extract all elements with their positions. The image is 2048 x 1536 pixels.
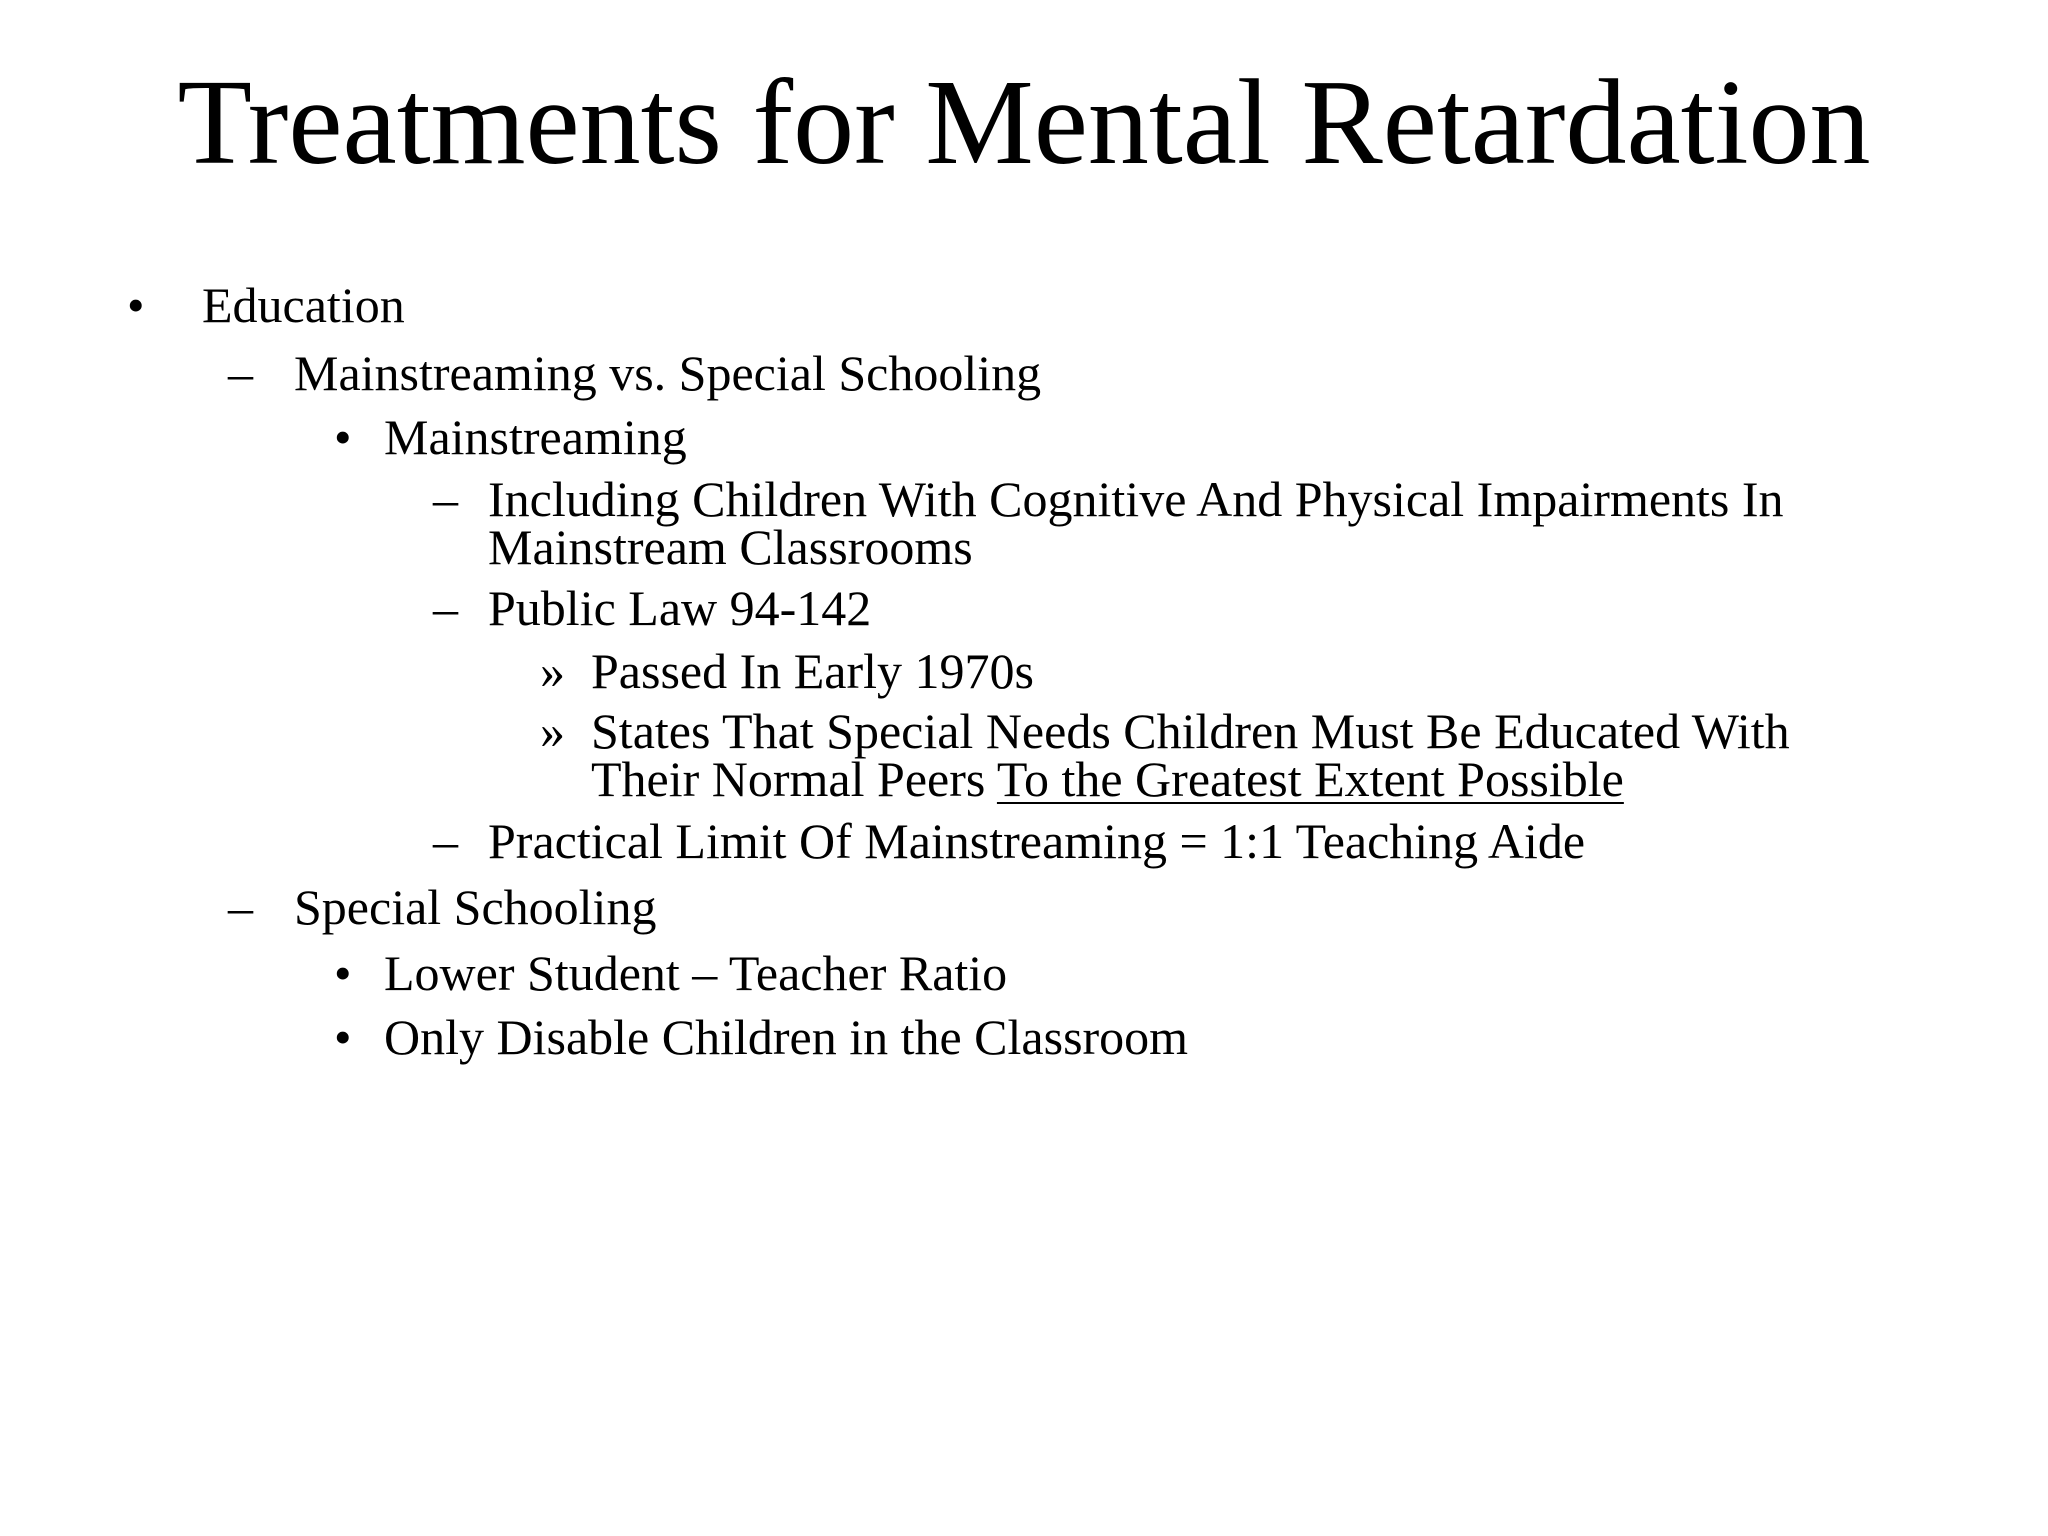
bullet-including-children [433, 471, 1784, 575]
bullet-text-line-1: States That Special Needs Children Must Be Educated With [591, 703, 1790, 759]
bullet-marker: • [127, 277, 145, 333]
underlined-text: To the Greatest Extent Possible [996, 751, 1624, 807]
bullet-mainstreaming [334, 409, 687, 465]
bullet-text: Education [202, 277, 405, 333]
bullet-only-disable [334, 1009, 1189, 1065]
dash-marker: – [433, 580, 458, 636]
bullet-mainstreaming-vs-special [228, 345, 1042, 401]
bullet-text: Only Disable Children in the Classroom [384, 1009, 1189, 1065]
bullet-text: Practical Limit Of Mainstreaming = 1:1 Teaching Aide [488, 813, 1586, 869]
guillemet-marker: » [540, 703, 565, 759]
bullet-text: Mainstreaming [384, 409, 687, 465]
dash-marker: – [433, 813, 458, 869]
bullet-text-line-2: Mainstream Classrooms [488, 519, 973, 575]
bullet-marker: • [334, 1009, 352, 1065]
bullet-text: Mainstreaming vs. Special Schooling [294, 345, 1042, 401]
bullet-practical-limit [433, 813, 1586, 869]
bullet-text: Lower Student – Teacher Ratio [384, 945, 1008, 1001]
bullet-lower-ratio [334, 945, 1008, 1001]
bullet-text: Public Law 94-142 [488, 580, 872, 636]
bullet-special-schooling [228, 879, 657, 935]
bullet-states [540, 703, 1790, 807]
bullet-marker: • [334, 409, 352, 465]
bullet-passed [540, 643, 1034, 699]
bullet-marker: • [334, 945, 352, 1001]
bullet-education [127, 277, 405, 333]
dash-marker: – [228, 879, 253, 935]
slide-title: Treatments for Mental Retardation [177, 55, 1871, 190]
bullet-text-line-2 [591, 751, 1790, 807]
bullet-text-line-1: Including Children With Cognitive And Physical Impairments In [488, 471, 1784, 527]
guillemet-marker: » [540, 643, 565, 699]
dash-marker: – [228, 345, 253, 401]
bullet-public-law [433, 580, 872, 636]
dash-marker: – [433, 471, 458, 527]
plain-text: Their Normal Peers [591, 751, 997, 807]
bullet-text: Passed In Early 1970s [591, 643, 1034, 699]
bullet-text: Special Schooling [294, 879, 657, 935]
